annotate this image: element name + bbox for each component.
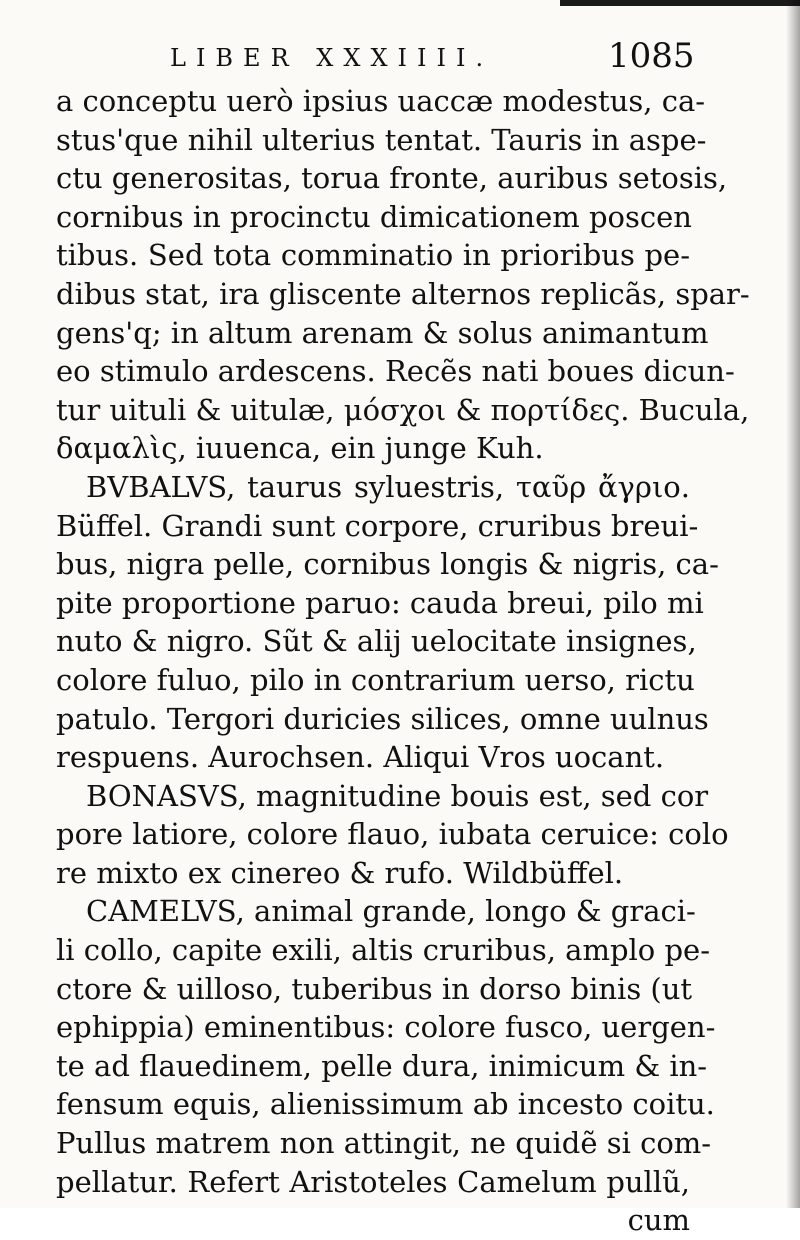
- text-line: gens'q; in altum arenam & solus animantum: [56, 315, 709, 350]
- catchword: cum: [627, 1203, 690, 1238]
- text-line: pellatur. Refert Aristoteles Camelum pullũ,: [56, 1164, 690, 1199]
- text-line: a conceptu uerò ipsius uaccæ modestus, ca-: [56, 84, 706, 118]
- text-line: te ad flauedinem, pelle dura, inimicum & in-: [56, 1048, 708, 1083]
- text-line: dibus stat, ira gliscente alternos replicãs, spar-: [56, 276, 750, 311]
- page-edge-shadow: [786, 0, 800, 1208]
- page-number: 1085: [608, 36, 695, 76]
- text-line: colore fuluo, pilo in contrarium uerso, rictu: [56, 662, 695, 697]
- text-line: ctore & uilloso, tuberibus in dorso binis (ut: [56, 971, 693, 1006]
- text-line: Büffel. Grandi sunt corpore, cruribus breui-: [56, 508, 699, 543]
- text-line: eo stimulo ardescens. Recẽs nati boues dicun-: [56, 354, 735, 389]
- text-line: patulo. Tergori duricies silices, omne uulnus: [56, 701, 709, 736]
- text-line: ephippia) eminentibus: colore fusco, uergen-: [56, 1010, 716, 1045]
- text-line: cornibus in procinctu dimicationem poscen: [56, 199, 692, 234]
- text-line: re mixto ex cinereo & rufo. Wildbüffel.: [56, 855, 624, 890]
- text-line: tibus. Sed tota comminatio in prioribus pe-: [56, 238, 690, 273]
- entry-heading-line: BVBALVS, taurus syluestris, ταῦρ ἄγριο.: [86, 469, 690, 504]
- text-line: pite proportione paruo: cauda breui, pilo mi: [56, 585, 704, 620]
- text-line: nuto & nigro. Sũt & alij uelocitate insignes,: [56, 624, 697, 659]
- running-head: LIBER XXXIIII.: [170, 44, 494, 72]
- text-line: Pullus matrem non attingit, ne quidẽ si com-: [56, 1126, 712, 1161]
- text-line: stus'que nihil ulterius tentat. Tauris in aspe-: [56, 122, 707, 157]
- text-line: δαμαλὶς, iuuenca, ein junge Kuh.: [56, 431, 544, 466]
- text-line: tur uituli & uitulæ, μόσχοι & πορτίδες. Bucula,: [56, 392, 750, 427]
- page-edge-line: [560, 0, 800, 6]
- text-line: li collo, capite exili, altis cruribus, amplo pe-: [56, 933, 711, 968]
- text-line: pore latiore, colore flauo, iubata ceruice: colo: [56, 817, 729, 852]
- text-line: respuens. Aurochsen. Aliqui Vros uocant.: [56, 740, 665, 775]
- text-line: fensum equis, alienissimum ab incesto coitu.: [56, 1087, 715, 1122]
- text-line: ctu generositas, torua fronte, auribus setosis,: [56, 161, 728, 196]
- entry-heading-line: CAMELVS, animal grande, longo & graci-: [86, 894, 696, 929]
- text-block: [56, 82, 750, 1240]
- entry-heading-line: BONASVS, magnitudine bouis est, sed cor: [86, 778, 709, 813]
- text-line: bus, nigra pelle, cornibus longis & nigris, ca-: [56, 547, 719, 582]
